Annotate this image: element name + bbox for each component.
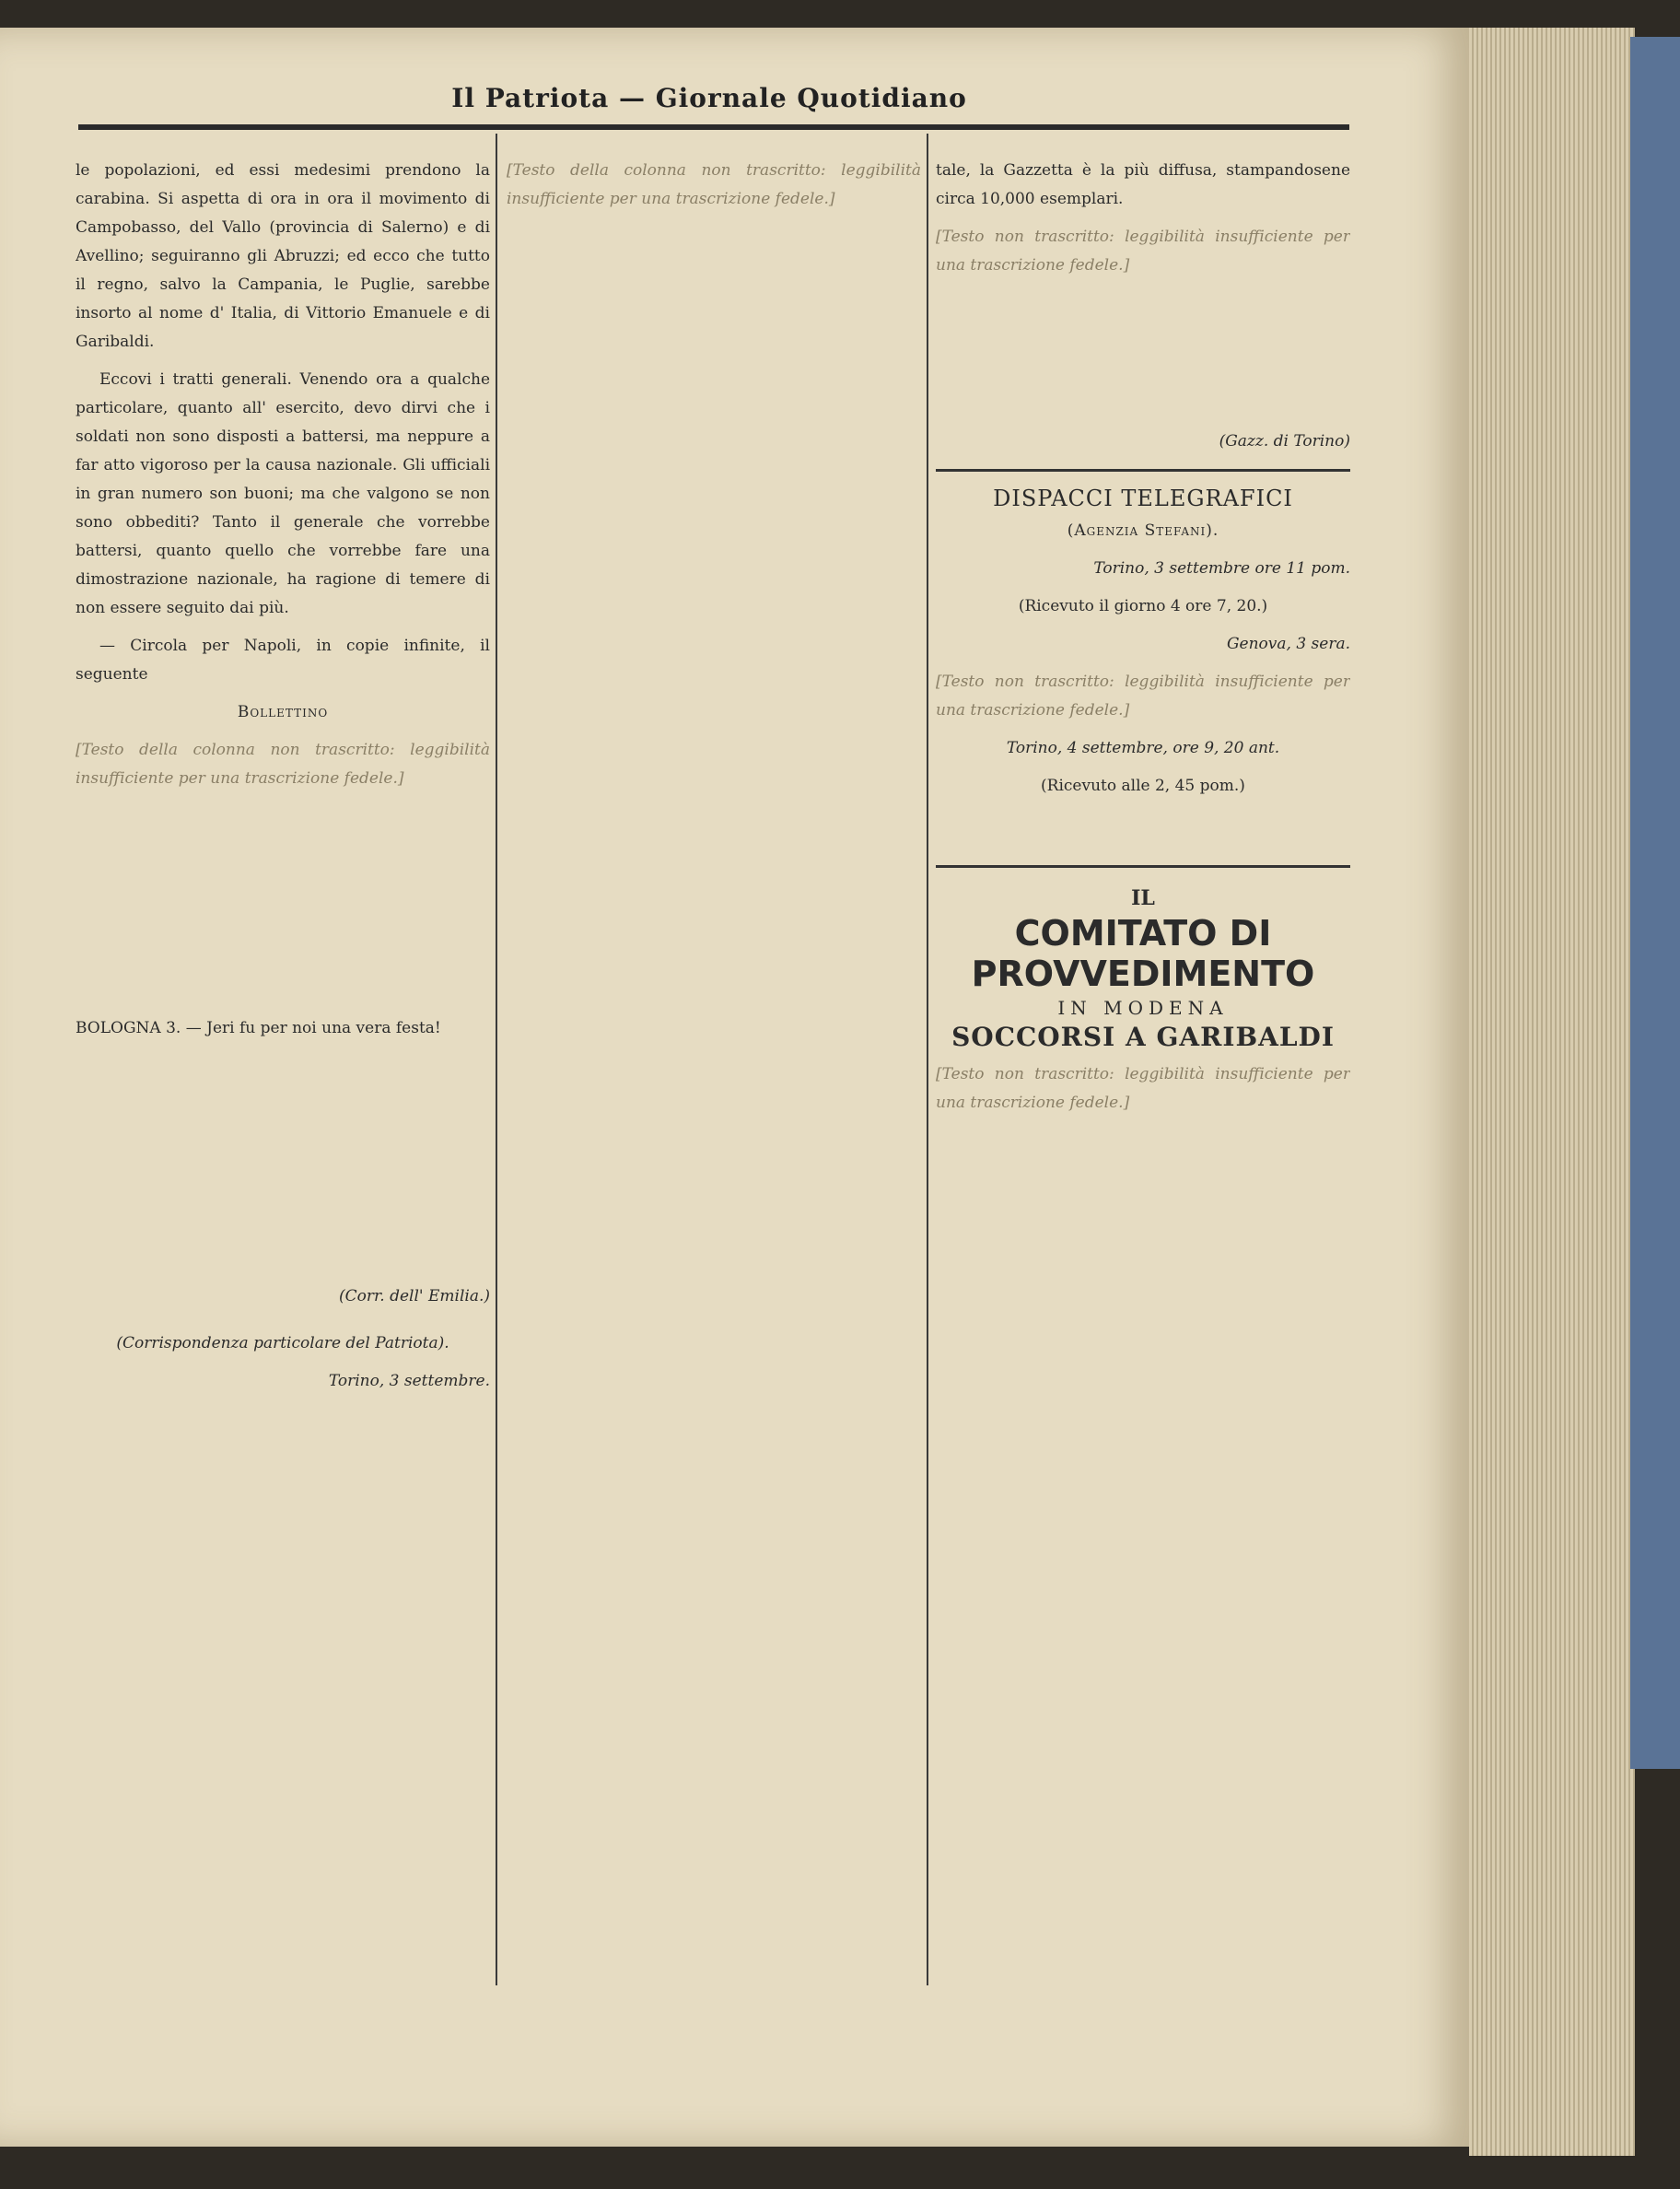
column-3 <box>936 157 1350 1999</box>
dispatch-dateline-1: Torino, 3 settembre ore 11 pom. <box>1093 559 1350 578</box>
modena-heading: IN MODENA <box>1057 997 1229 1019</box>
dispatch-dateline-3: Torino, 4 settembre, ore 9, 20 ant. <box>1006 739 1280 757</box>
book-page-edges <box>1469 28 1635 2156</box>
section-rule-2 <box>936 865 1350 868</box>
column-divider-1 <box>496 134 497 1985</box>
dispacci-heading: DISPACCI TELEGRAFICI <box>993 486 1293 511</box>
column-1 <box>76 157 490 1999</box>
dispatch-received-1: (Ricevuto il giorno 4 ore 7, 20.) <box>1018 597 1268 615</box>
gazz-torino-credit: (Gazz. di Torino) <box>1219 432 1350 451</box>
col2-placeholder: [Testo della colonna non trascritto: leggibilità insufficiente per una trascrizione fedele.] <box>507 161 921 208</box>
masthead-rule <box>78 124 1349 130</box>
column-2 <box>507 157 921 1999</box>
dispatch-dateline-2: Genova, 3 sera. <box>1226 635 1350 653</box>
col3-placeholder-2: [Testo non trascritto: leggibilità insufficiente per una trascrizione fedele.] <box>936 673 1350 720</box>
agenzia-stefani: (Agenzia Stefani). <box>1067 521 1219 540</box>
col1-placeholder-1: [Testo della colonna non trascritto: leggibilità insufficiente per una trascrizione fedele.] <box>76 741 490 788</box>
soccorsi-heading: SOCCORSI A GARIBALDI <box>951 1022 1335 1052</box>
book-cover-edge <box>1630 37 1680 1769</box>
corr-emilia-credit: (Corr. dell' Emilia.) <box>339 1287 490 1305</box>
corrispondenza-heading: (Corrispondenza particolare del Patriota). <box>116 1334 449 1352</box>
comitato-heading: COMITATO DI PROVVEDIMENTO <box>971 913 1315 994</box>
masthead: Il Patriota — Giornale Quotidiano <box>451 83 967 113</box>
col3-paragraph-1: tale, la Gazzetta è la più diffusa, stampandosene circa 10,000 esemplari. <box>936 161 1350 208</box>
col1-paragraph-2: Eccovi i tratti generali. Venendo ora a qualche particolare, quanto all' esercito, devo dirvi che i soldati non sono disposti a battersi, ma neppure a far atto vigoroso per la causa nazionale. Gli ufficiali in gran numero son buoni; ma che valgono se non sono obbediti? Tanto il generale che vorrebbe battersi, quanto quello che vorrebbe fare una dimostrazione nazionale, ha ragione di temere di non essere seguito dai più. <box>76 370 490 617</box>
dispatch-received-2: (Ricevuto alle 2, 45 pom.) <box>1041 777 1245 795</box>
dateline-torino: Torino, 3 settembre. <box>328 1372 490 1390</box>
section-rule-1 <box>936 469 1350 472</box>
col1-paragraph-1: le popolazioni, ed essi medesimi prendono la carabina. Si aspetta di ora in ora il movimento di Campobasso, del Vallo (provincia di Salerno) e di Avellino; seguiranno gli Abruzzi; ed ecco che tutto il regno, salvo la Campania, le Puglie, sarebbe insorto al nome d' Italia, di Vittorio Emanuele e di Garibaldi. <box>76 161 490 351</box>
column-divider-2 <box>927 134 928 1985</box>
col3-placeholder-3: [Testo non trascritto: leggibilità insufficiente per una trascrizione fedele.] <box>936 1065 1350 1112</box>
col3-placeholder-1: [Testo non trascritto: leggibilità insufficiente per una trascrizione fedele.] <box>936 228 1350 275</box>
comitato-heading-il: IL <box>1131 886 1155 910</box>
col1-paragraph-3: — Circola per Napoli, in copie infinite, il seguente <box>76 637 490 684</box>
bologna-dispatch: BOLOGNA 3. — Jeri fu per noi una vera festa! <box>76 1019 441 1037</box>
bollettino-heading: Bollettino <box>237 703 329 721</box>
